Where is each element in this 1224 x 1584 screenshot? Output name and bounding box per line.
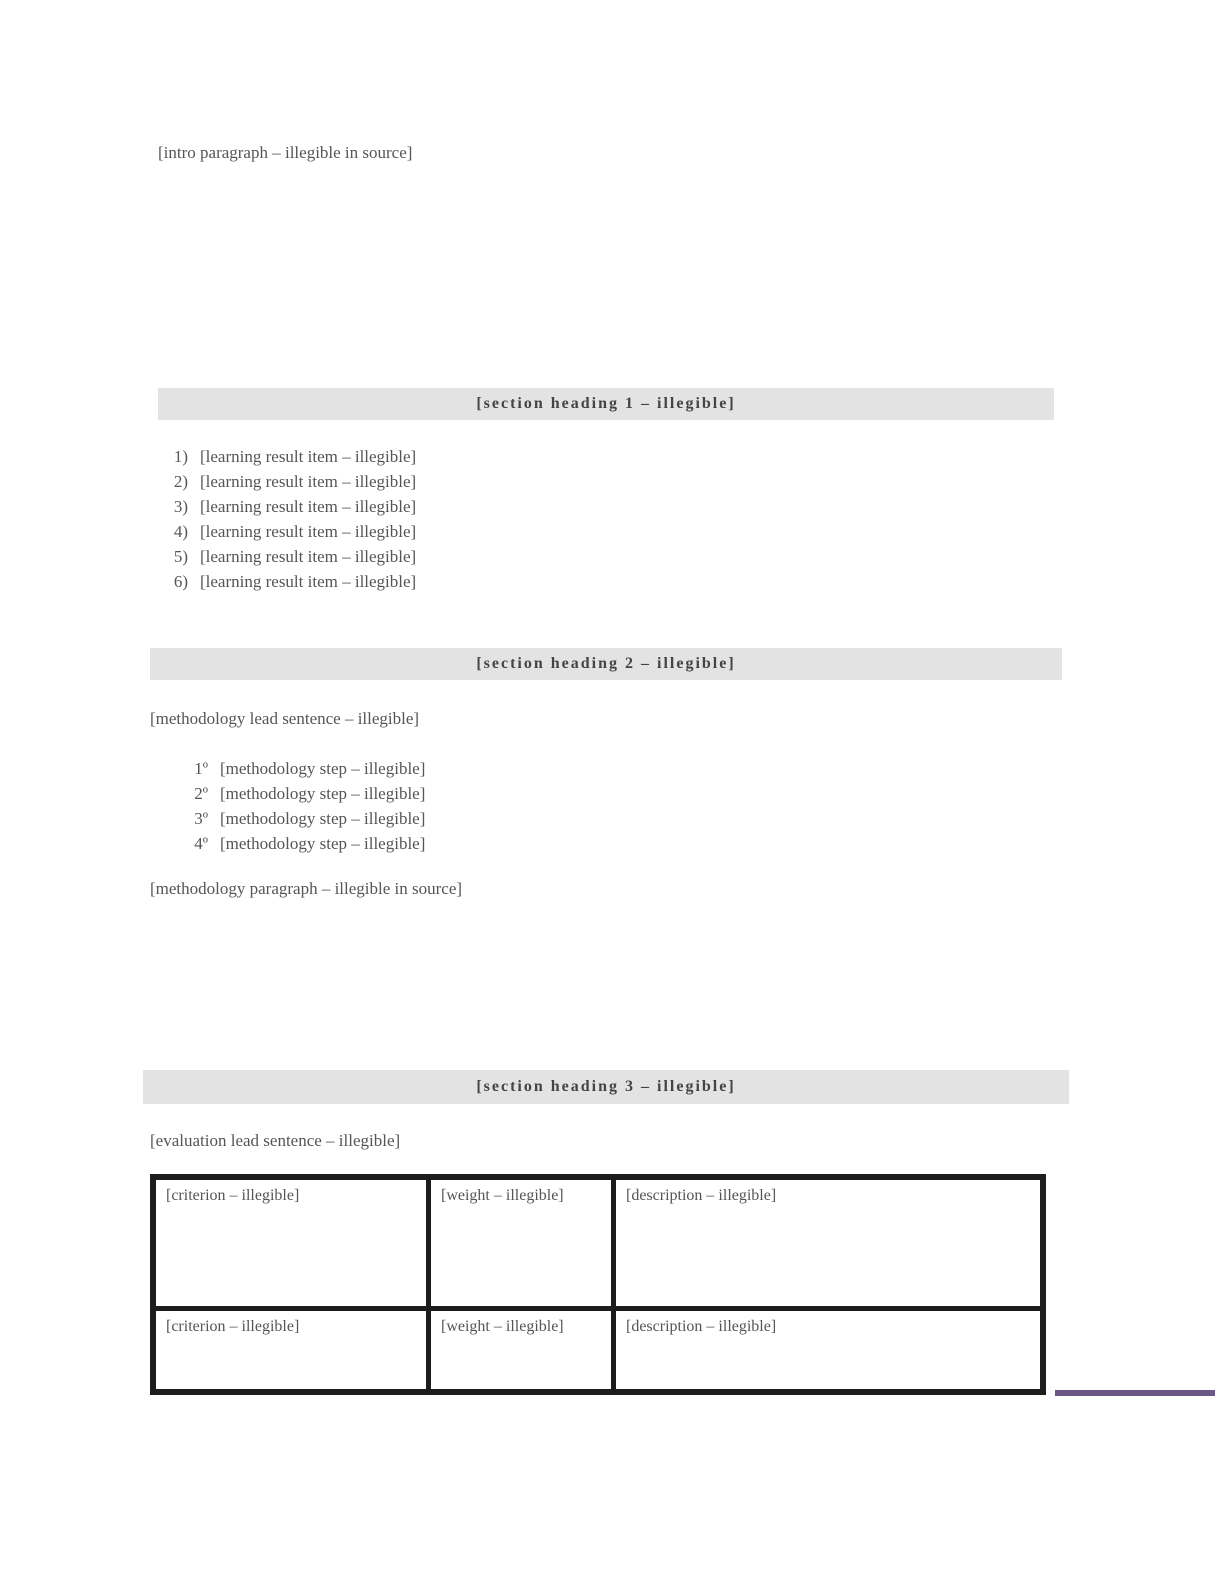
list-item: [160, 569, 1040, 594]
learning-results-list: [160, 444, 1040, 594]
section-heading-method: [150, 648, 1062, 680]
list-item-number: 2º: [194, 784, 208, 803]
list-item: [180, 831, 1040, 856]
method-steps-list: [180, 756, 1040, 856]
list-item: [160, 519, 1040, 544]
section-heading-method-label: [section heading 2 – illegible]: [476, 655, 736, 672]
list-item-number: 4º: [194, 834, 208, 853]
weight-cell: [weight – illegible]: [429, 1177, 614, 1309]
list-item-text: [learning result item – illegible]: [200, 497, 417, 516]
list-item: [180, 781, 1040, 806]
list-item: [180, 806, 1040, 831]
table-row: [153, 1309, 1043, 1393]
list-item-text: [learning result item – illegible]: [200, 572, 417, 591]
list-item-text: [learning result item – illegible]: [200, 472, 417, 491]
section-heading-results: [158, 388, 1054, 420]
section-heading-results-label: [section heading 1 – illegible]: [476, 395, 736, 412]
section-heading-evaluation: [143, 1070, 1069, 1104]
page-accent-bar: [1055, 1390, 1215, 1396]
list-item-number: 4): [173, 522, 188, 541]
table-row: [153, 1177, 1043, 1309]
list-item: [160, 444, 1040, 469]
evaluation-lead: [evaluation lead sentence – illegible]: [150, 1131, 401, 1150]
list-item: [160, 469, 1040, 494]
list-item-text: [methodology step – illegible]: [220, 834, 426, 853]
list-item-number: 5): [173, 547, 188, 566]
description-cell: [description – illegible]: [614, 1177, 1044, 1309]
intro-paragraph: [intro paragraph – illegible in source]: [158, 143, 413, 162]
list-item-text: [methodology step – illegible]: [220, 784, 426, 803]
list-item-text: [methodology step – illegible]: [220, 759, 426, 778]
list-item-number: 1º: [194, 759, 208, 778]
list-item-text: [learning result item – illegible]: [200, 447, 417, 466]
section-heading-evaluation-label: [section heading 3 – illegible]: [476, 1078, 736, 1095]
criterion-cell: [criterion – illegible]: [153, 1309, 429, 1393]
list-item: [160, 544, 1040, 569]
list-item: [180, 756, 1040, 781]
list-item-number: 3º: [194, 809, 208, 828]
description-cell: [description – illegible]: [614, 1309, 1044, 1393]
list-item-text: [learning result item – illegible]: [200, 547, 417, 566]
method-lead: [methodology lead sentence – illegible]: [150, 709, 420, 728]
list-item: [160, 494, 1040, 519]
list-item-number: 3): [173, 497, 188, 516]
method-paragraph: [methodology paragraph – illegible in source]: [150, 879, 463, 898]
criterion-cell: [criterion – illegible]: [153, 1177, 429, 1309]
list-item-text: [learning result item – illegible]: [200, 522, 417, 541]
list-item-number: 2): [173, 472, 188, 491]
weight-cell: [weight – illegible]: [429, 1309, 614, 1393]
list-item-text: [methodology step – illegible]: [220, 809, 426, 828]
evaluation-table: [150, 1174, 1046, 1395]
list-item-number: 6): [173, 572, 188, 591]
list-item-number: 1): [173, 447, 188, 466]
